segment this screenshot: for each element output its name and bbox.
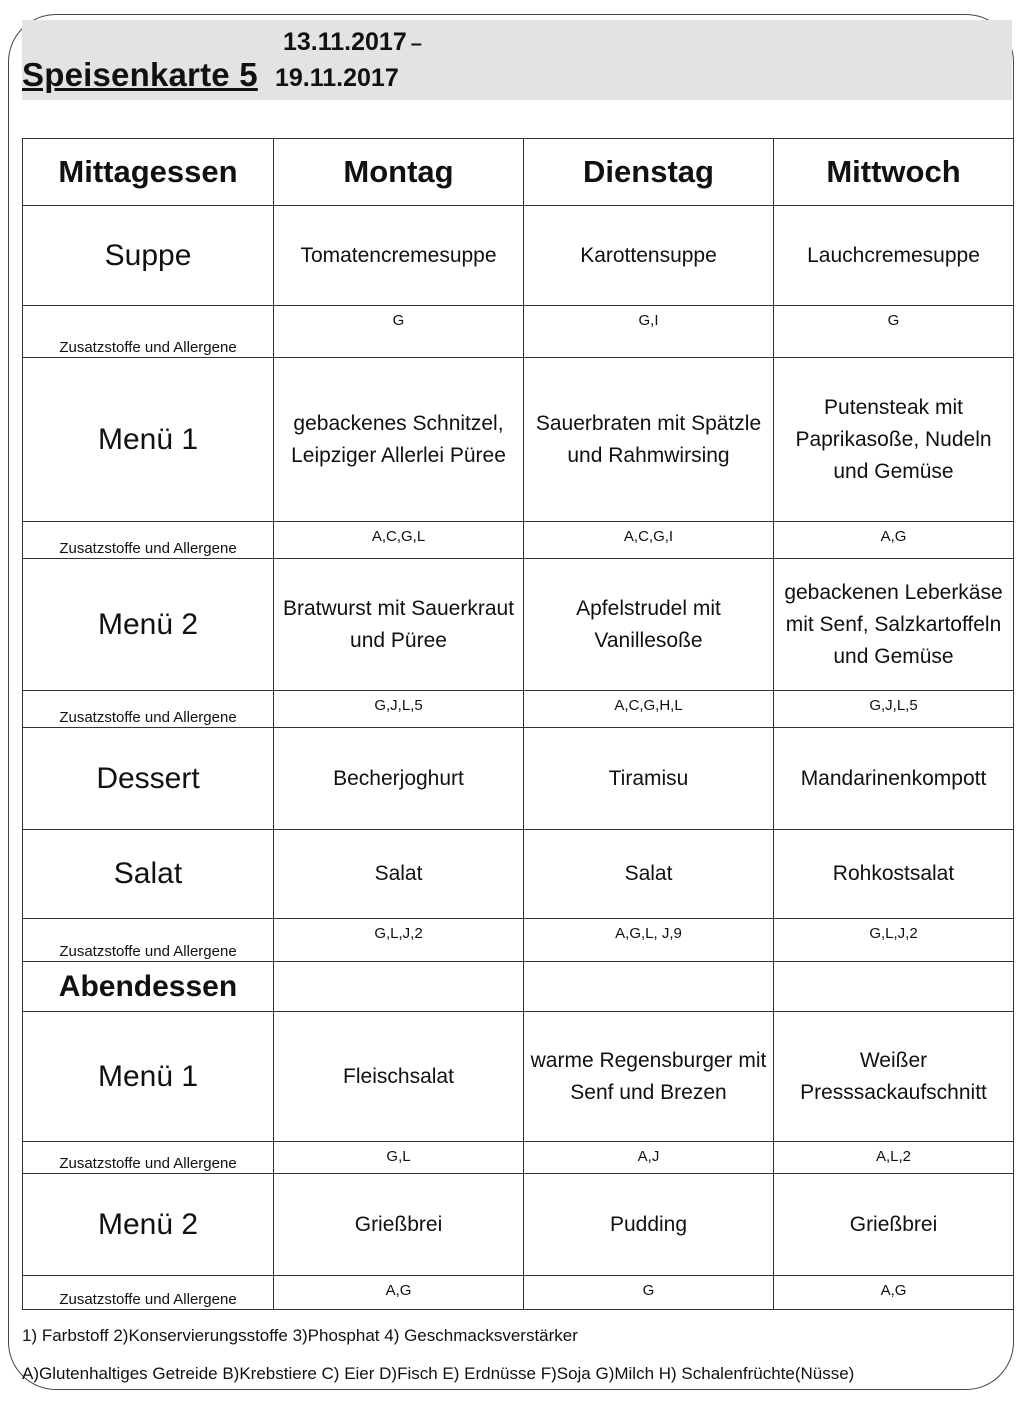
dish-cell: warme Regensburger mit Senf und Brezen: [524, 1012, 774, 1142]
empty-cell: [774, 962, 1014, 1012]
row-label-dinner-menu2: Menü 2: [23, 1174, 274, 1276]
allergen-row: [23, 919, 1014, 962]
day-heading-wednesday: Mittwoch: [774, 139, 1014, 206]
allergen-code: G,L: [274, 1142, 524, 1174]
day-heading-tuesday: Dienstag: [524, 139, 774, 206]
date-from-value: 13.11.2017: [283, 28, 407, 56]
empty-cell: [524, 962, 774, 1012]
allergen-row: [23, 691, 1014, 728]
allergen-code: A,G: [774, 522, 1014, 559]
dish-cell: gebackenen Leberkäse mit Senf, Salzkartoffeln und Gemüse: [774, 559, 1014, 691]
allergen-label: Zusatzstoffe und Allergene: [23, 306, 274, 358]
dish-cell: gebackenes Schnitzel, Leipziger Allerlei Püree: [274, 358, 524, 522]
dish-cell: Apfelstrudel mit Vanillesoße: [524, 559, 774, 691]
allergen-code: A,G,L, J,9: [524, 919, 774, 962]
allergen-code: G: [524, 1276, 774, 1310]
date-separator: –: [410, 33, 422, 55]
allergen-row: [23, 306, 1014, 358]
dish-cell: Tiramisu: [524, 728, 774, 830]
row-label-menu2: Menü 2: [23, 559, 274, 691]
row-label-menu1: Menü 1: [23, 358, 274, 522]
dish-cell: Bratwurst mit Sauerkraut und Püree: [274, 559, 524, 691]
allergen-label: Zusatzstoffe und Allergene: [23, 1142, 274, 1174]
table-row: [23, 358, 1014, 522]
dinner-heading: Abendessen: [23, 962, 274, 1012]
allergen-code: G,I: [524, 306, 774, 358]
legend-allergens: A)Glutenhaltiges Getreide B)Krebstiere C) Eier D)Fisch E) Erdnüsse F)Soja G)Milch H) Schalenfrüchte(Nüsse): [22, 1364, 855, 1383]
date-to: 19.11.2017: [275, 64, 399, 92]
row-label-salad: Salat: [23, 830, 274, 919]
dish-cell: Pudding: [524, 1174, 774, 1276]
row-label-dinner-menu1: Menü 1: [23, 1012, 274, 1142]
dish-cell: Sauerbraten mit Spätzle und Rahmwirsing: [524, 358, 774, 522]
corner-heading: Mittagessen: [23, 139, 274, 206]
table-row: [23, 206, 1014, 306]
table-row: [23, 559, 1014, 691]
table-row: [23, 728, 1014, 830]
dish-cell: Fleischsalat: [274, 1012, 524, 1142]
allergen-code: G: [274, 306, 524, 358]
dish-cell: Tomatencremesuppe: [274, 206, 524, 306]
allergen-row: [23, 1276, 1014, 1310]
allergen-code: A,G: [274, 1276, 524, 1310]
allergen-label: Zusatzstoffe und Allergene: [23, 1276, 274, 1310]
allergen-code: G,L,J,2: [274, 919, 524, 962]
allergen-code: A,C,G,H,L: [524, 691, 774, 728]
dish-cell: Becherjoghurt: [274, 728, 524, 830]
allergen-code: A,J: [524, 1142, 774, 1174]
allergen-code: G,L,J,2: [774, 919, 1014, 962]
table-row: [23, 1012, 1014, 1142]
page-title: Speisenkarte 5: [22, 56, 258, 93]
allergen-label: Zusatzstoffe und Allergene: [23, 691, 274, 728]
allergen-code: A,C,G,I: [524, 522, 774, 559]
dish-cell: Grießbrei: [274, 1174, 524, 1276]
allergen-code: A,G: [774, 1276, 1014, 1310]
dish-cell: Salat: [274, 830, 524, 919]
dish-cell: Lauchcremesuppe: [774, 206, 1014, 306]
allergen-row: [23, 522, 1014, 559]
dish-cell: Weißer Presssackaufschnitt: [774, 1012, 1014, 1142]
menu-table: [22, 138, 1014, 1310]
allergen-label: Zusatzstoffe und Allergene: [23, 522, 274, 559]
allergen-code: G: [774, 306, 1014, 358]
legend-additives: 1) Farbstoff 2)Konservierungsstoffe 3)Phosphat 4) Geschmacksverstärker: [22, 1326, 578, 1345]
allergen-row: [23, 1142, 1014, 1174]
date-from: [283, 28, 422, 57]
allergen-code: A,L,2: [774, 1142, 1014, 1174]
day-heading-monday: Montag: [274, 139, 524, 206]
dish-cell: Karottensuppe: [524, 206, 774, 306]
dish-cell: Mandarinenkompott: [774, 728, 1014, 830]
table-header-row: [23, 139, 1014, 206]
allergen-code: G,J,L,5: [774, 691, 1014, 728]
dish-cell: Grießbrei: [774, 1174, 1014, 1276]
dish-cell: Rohkostsalat: [774, 830, 1014, 919]
row-label-dessert: Dessert: [23, 728, 274, 830]
empty-cell: [274, 962, 524, 1012]
row-label-soup: Suppe: [23, 206, 274, 306]
table-row: [23, 830, 1014, 919]
allergen-code: A,C,G,L: [274, 522, 524, 559]
allergen-code: G,J,L,5: [274, 691, 524, 728]
dish-cell: Salat: [524, 830, 774, 919]
table-row: [23, 1174, 1014, 1276]
allergen-label: Zusatzstoffe und Allergene: [23, 919, 274, 962]
dinner-section-row: [23, 962, 1014, 1012]
dish-cell: Putensteak mit Paprikasoße, Nudeln und Gemüse: [774, 358, 1014, 522]
